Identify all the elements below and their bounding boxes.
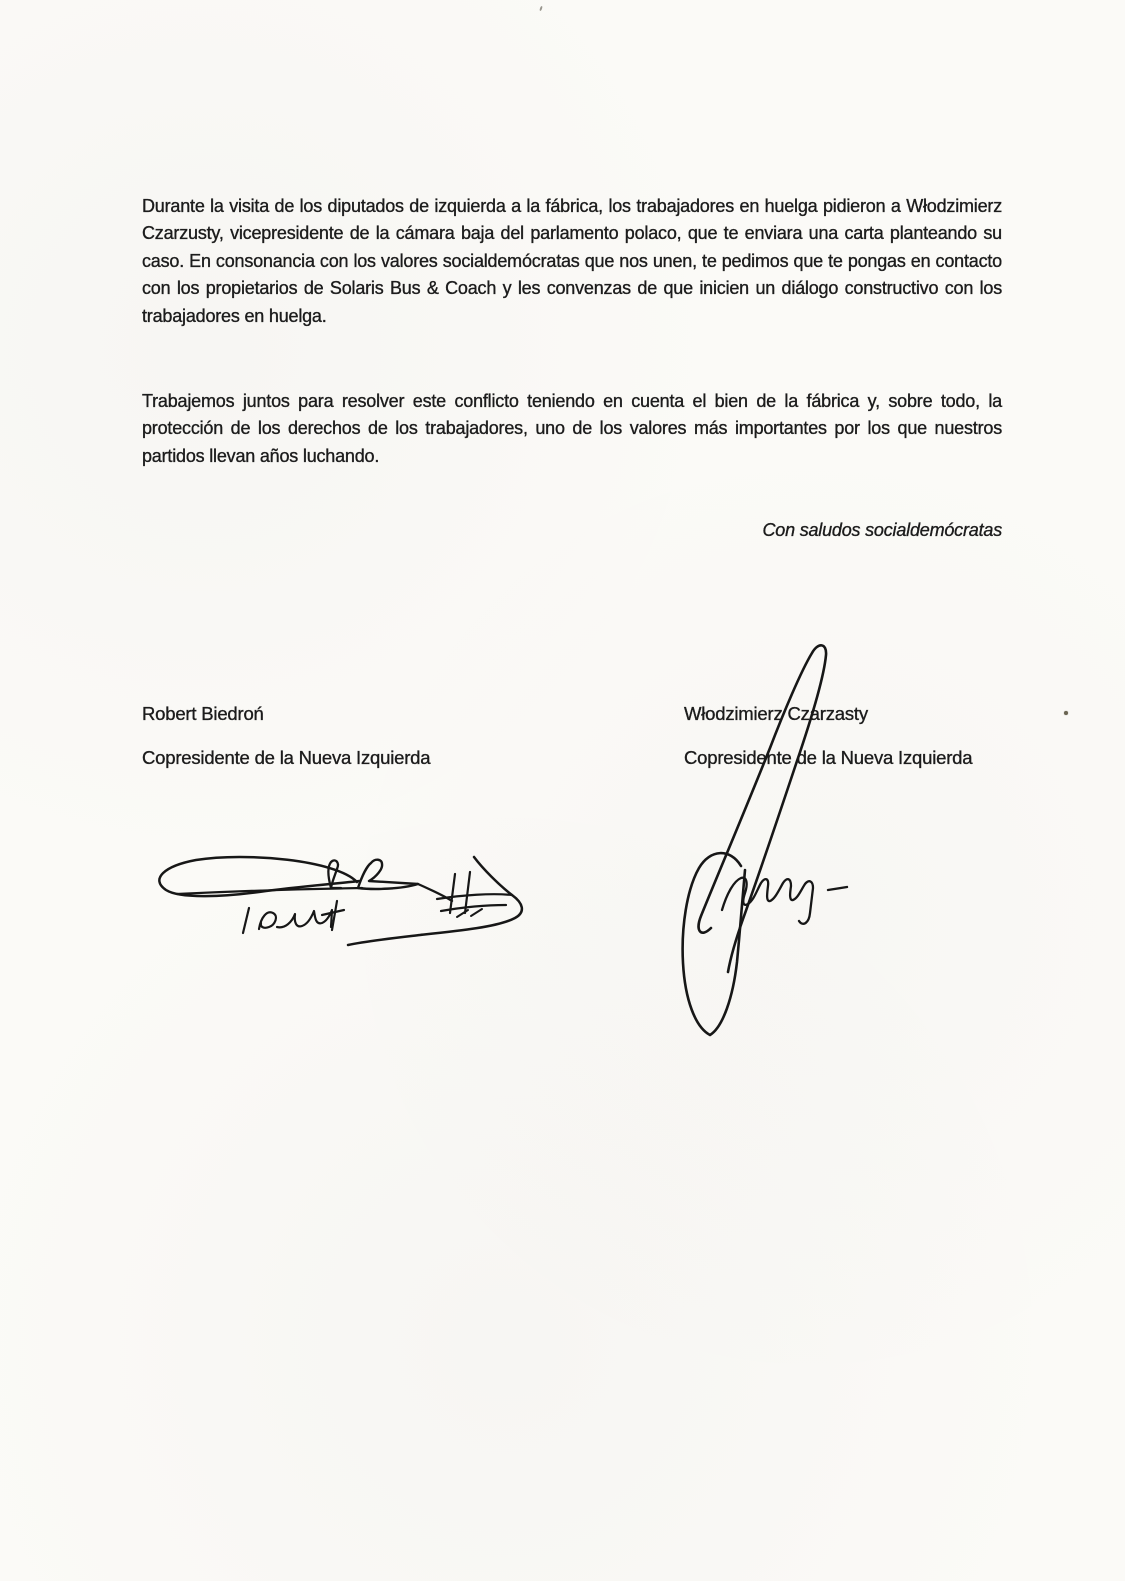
signatory-title-robert-biedron: Copresidente de la Nueva Izquierda bbox=[142, 747, 431, 768]
robert-biedron-signature bbox=[145, 833, 550, 963]
signatory-name-wlodzimierz-czarzasty: Włodzimierz Czarzasty bbox=[684, 703, 868, 724]
paper-speck bbox=[1064, 711, 1068, 715]
closing-salutation: Con saludos socialdemócratas bbox=[762, 520, 1002, 540]
letter-paragraph-1: Durante la visita de los diputados de izquierda a la fábrica, los trabajadores en huelga pidieron a Włodzimierz Czarzusty, vicepresidente de la cámara baja del parlamento polaco, que te enviara una carta planteando su caso. En consonancia con los valores socialdemócratas que nos unen, te pedimos que te pongas en contacto con los propietarios de Solaris Bus & Coach y les convenzas de que inicien un diálogo constructivo con los trabajadores en huelga. bbox=[142, 196, 1002, 326]
letter-paragraph-2: Trabajemos juntos para resolver este conflicto teniendo en cuenta el bien de la fábrica y, sobre todo, la protección de los derechos de los trabajadores, uno de los valores más importantes por los que nuestros partidos llevan años luchando. bbox=[142, 391, 1002, 466]
wlodzimierz-czarzasty-signature bbox=[668, 636, 863, 1048]
paper-speck bbox=[539, 6, 543, 11]
signatory-title-wlodzimierz-czarzasty: Copresidente de la Nueva Izquierda bbox=[684, 747, 973, 768]
signatory-name-robert-biedron: Robert Biedroń bbox=[142, 703, 264, 724]
